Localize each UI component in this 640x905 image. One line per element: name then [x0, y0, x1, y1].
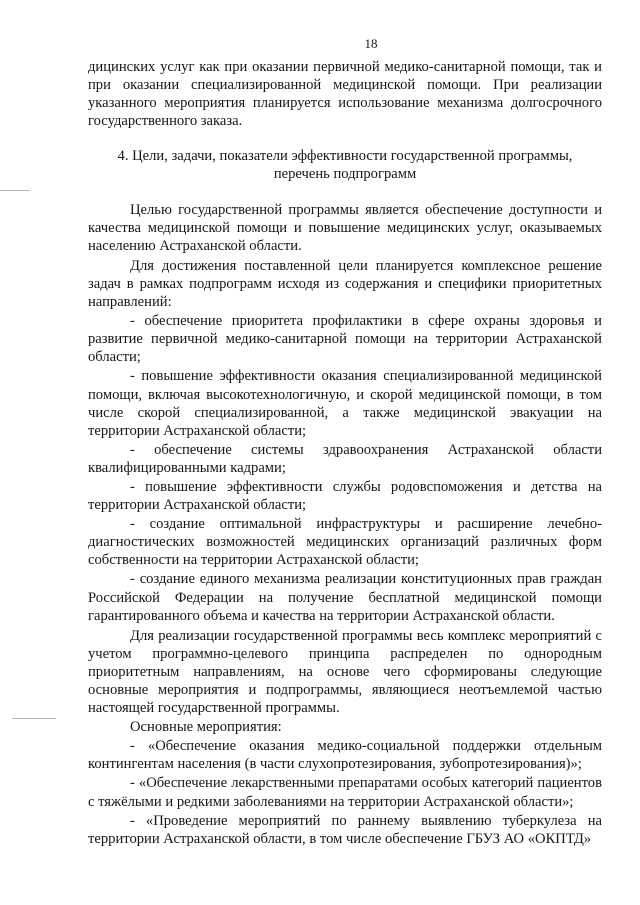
measure-item: - «Проведение мероприятий по раннему выявлению туберкулеза на территории Астраханской области, в том числе обеспечение ГБУЗ АО «ОКПТД»: [88, 812, 602, 847]
measures-list: [88, 737, 602, 848]
section-heading-line-2: перечень подпрограмм: [273, 166, 417, 183]
measure-item: - «Обеспечение оказания медико-социальной поддержки отдельным контингентам населения (в части слухопротезирования, зубопротезирования)»;: [88, 738, 602, 773]
main-measures-label: Основные мероприятия:: [130, 719, 282, 736]
task-item: - повышение эффективности службы родовспоможения и детства на территории Астраханской области;: [88, 478, 602, 514]
scan-artifact-mark: [0, 190, 30, 191]
page-number: 18: [364, 36, 378, 51]
task-item: - создание единого механизма реализации конституционных прав граждан Российской Федерации на получение бесплатной медицинской помощи гарантированного объема и качества на территории Астраханской области.: [88, 571, 602, 624]
section-heading: [88, 147, 602, 183]
section-heading-line-1: 4. Цели, задачи, показатели эффективности государственной программы,: [117, 148, 573, 165]
task-item: - создание оптимальной инфраструктуры и расширение лечебно-диагностических возможностей медицинских организаций различных форм собственности на территории Астраханской области;: [88, 516, 602, 569]
implementation-paragraph: Для реализации государственной программы весь комплекс мероприятий с учетом программно-целевого принципа распределен по однородным приоритетным направлениям, на основе чего сформированы следующие основные мероприятия и подпрограммы, являющиеся неотъемлемой частью настоящей государственной программы.: [88, 627, 602, 717]
goal-paragraph: Целью государственной программы является обеспечение доступности и качества медицинской помощи и повышение медицинских услуг, оказываемых населению Астраханской области.: [88, 201, 602, 254]
tasks-intro-paragraph: Для достижения поставленной цели планируется комплексное решение задач в рамках подпрограмм исходя из содержания и специфики приоритетных направлений:: [88, 257, 602, 311]
task-item: - обеспечение приоритета профилактики в сфере охраны здоровья и развитие первичной медико-санитарной помощи на территории Астраханской области;: [88, 313, 602, 366]
intro-paragraph: дицинских услуг как при оказании первичной медико-санитарной помощи, так и при оказании специализированной медицинской помощи. При реализации указанного мероприятия планируется использование механизма долгосрочного государственного заказа.: [88, 59, 602, 130]
tasks-list: [88, 312, 602, 625]
measure-item: - «Обеспечение лекарственными препаратами особых категорий пациентов с тяжёлыми и редкими заболеваниями на территории Астраханской области»;: [88, 775, 602, 810]
task-item: - обеспечение системы здравоохранения Астраханской области квалифицированными кадрами;: [88, 441, 602, 476]
task-item: - повышение эффективности оказания специализированной медицинской помощи, включая высокотехнологичную, и скорой медицинской помощи, в том числе скорой специализированной, а также медицинской эвакуации на территории Астраханской области;: [88, 368, 602, 439]
scan-artifact-mark: [12, 718, 56, 719]
